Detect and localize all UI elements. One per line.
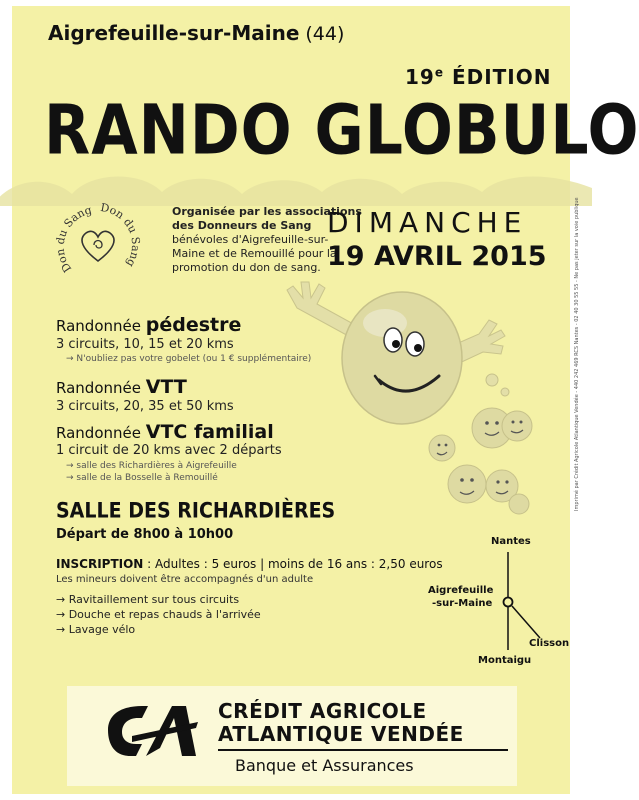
route-pedestre-type: pédestre <box>145 314 242 336</box>
map-label-aigrefeuille: Aigrefeuille <box>428 585 494 596</box>
event-date: 19 AVRIL 2015 <box>327 241 547 272</box>
feature-douche-repas: → Douche et repas chauds à l'arrivée <box>56 608 261 621</box>
printer-legal-text: Imprimé par Crédit Agricole Atlantique Vendée - 440 242 469 RCS Nantes - 02 40 30 55 55 - Ne pas jeter sur la voie publique <box>574 197 580 511</box>
town-heading <box>48 21 344 45</box>
route-pedestre-title <box>56 314 241 336</box>
bank-tagline: Banque et Assurances <box>235 756 414 775</box>
department-code: (44) <box>305 23 345 45</box>
edition-word: ÉDITION <box>451 65 552 89</box>
minors-notice: Les mineurs doivent être accompagnés d'un adulte <box>56 574 314 585</box>
route-vtt-type: VTT <box>145 376 187 398</box>
inscription-prices: : Adultes : 5 euros | moins de 16 ans : 2,50 euros <box>143 557 443 571</box>
logo-text-right: Don du Sang <box>99 201 143 270</box>
logo-text-left: Don du Sang <box>53 203 94 275</box>
route-pedestre-note: → N'oubliez pas votre gobelet (ou 1 € supplémentaire) <box>66 354 312 364</box>
route-vtc-detail: 1 circuit de 20 kms avec 2 départs <box>56 443 282 458</box>
bank-divider <box>218 749 508 751</box>
route-vtt-title <box>56 376 187 398</box>
inscription-label: INSCRIPTION <box>56 557 144 571</box>
event-day: DIMANCHE <box>327 206 528 239</box>
edition-label <box>405 65 551 89</box>
map-label-montaigu: Montaigu <box>478 655 532 666</box>
bank-name-line-1: CRÉDIT AGRICOLE <box>218 699 427 723</box>
organizer-line-1: Organisée par les associations <box>172 205 362 218</box>
venue-name: SALLE DES RICHARDIÈRES <box>56 499 336 524</box>
credit-agricole-logo <box>102 696 202 766</box>
map-label-clisson: Clisson <box>529 638 570 649</box>
feature-ravitaillement: → Ravitaillement sur tous circuits <box>56 593 240 606</box>
town-name: Aigrefeuille-sur-Maine <box>48 21 300 45</box>
route-vtt-prefix: Randonnée <box>56 379 141 397</box>
route-vtc-note-2: → salle de la Bosselle à Remouillé <box>66 473 218 483</box>
svg-text:Don du Sang <box>54 203 93 274</box>
organizer-line-2: des Donneurs de Sang <box>172 219 312 232</box>
poster <box>12 6 639 794</box>
organizer-line-5: promotion du don de sang. <box>172 261 321 274</box>
edition-suffix: e <box>434 65 444 80</box>
event-title: RANDO GLOBULO <box>44 90 639 171</box>
don-du-sang-logo <box>34 201 158 281</box>
cloud-band-decoration <box>0 166 592 206</box>
route-pedestre-prefix: Randonnée <box>56 317 141 335</box>
departure-time: Départ de 8h00 à 10h00 <box>56 527 234 542</box>
svg-text:Don du Sang <box>99 201 142 269</box>
map-label-nantes: Nantes <box>491 536 531 547</box>
map-label-sur-maine: -sur-Maine <box>432 598 493 609</box>
bank-name-line-2: ATLANTIQUE VENDÉE <box>218 722 464 746</box>
route-vtt-detail: 3 circuits, 20, 35 et 50 kms <box>56 399 234 414</box>
edition-number: 19 <box>405 65 435 89</box>
route-vtc-title <box>56 421 274 443</box>
route-pedestre-detail: 3 circuits, 10, 15 et 20 kms <box>56 337 234 352</box>
route-vtc-prefix: Randonnée <box>56 424 141 442</box>
organizer-line-4: Maine et de Remouillé pour la <box>172 247 337 260</box>
route-vtc-type: VTC familial <box>145 421 274 443</box>
blood-drop-mascot <box>257 268 527 518</box>
feature-lavage-velo: → Lavage vélo <box>56 623 136 636</box>
route-vtc-note-1: → salle des Richardières à Aigrefeuille <box>66 461 237 471</box>
inscription-line <box>56 557 443 571</box>
organizer-line-3: bénévoles d'Aigrefeuille-sur- <box>172 233 329 246</box>
